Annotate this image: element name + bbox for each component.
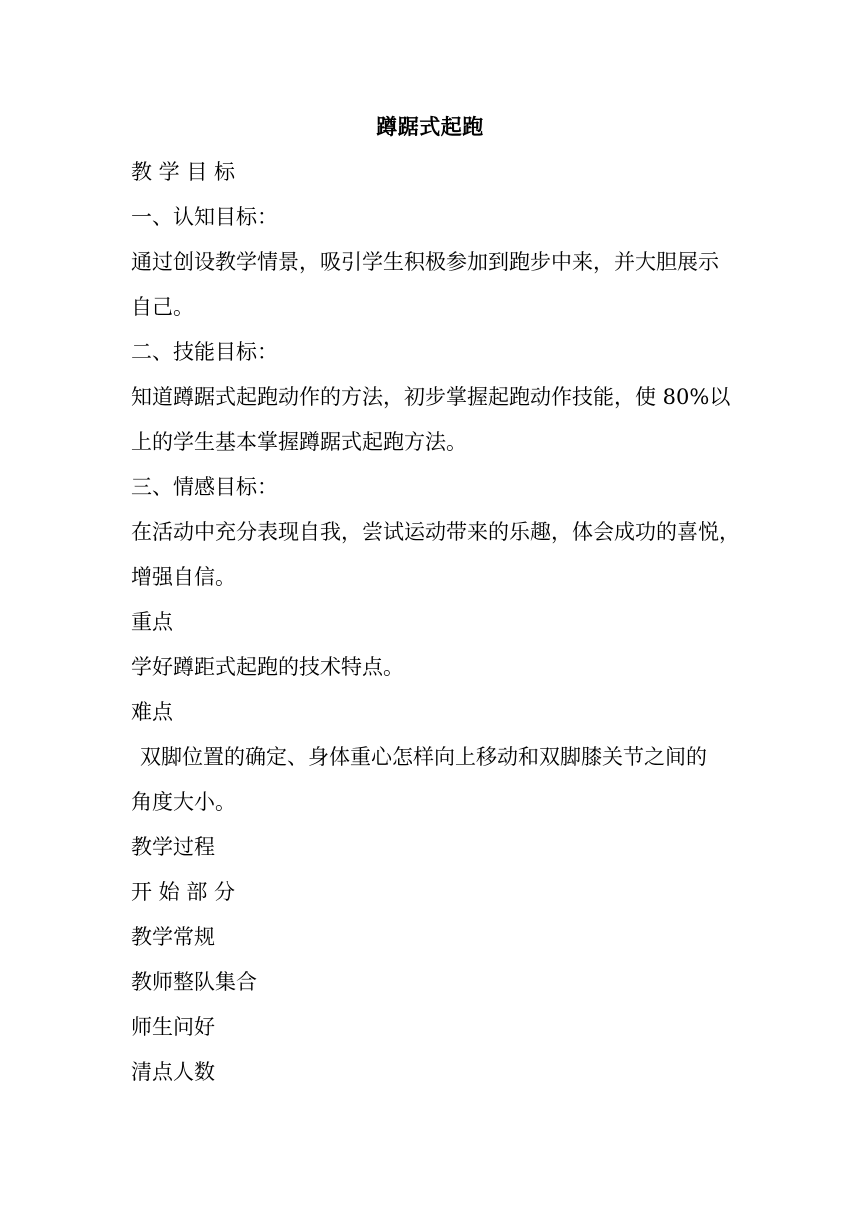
list-item: 师生问好 xyxy=(131,1015,215,1039)
paragraph-line: 在活动中充分表现自我，尝试运动带来的乐趣，体会成功的喜悦， xyxy=(131,520,740,544)
paragraph-line: 知道蹲踞式起跑动作的方法，初步掌握起跑动作技能，使 80%以 xyxy=(131,385,731,409)
paragraph-line: 角度大小。 xyxy=(131,790,236,814)
paragraph-line: 上的学生基本掌握蹲踞式起跑方法。 xyxy=(131,430,467,454)
paragraph-line: 增强自信。 xyxy=(131,565,236,589)
list-item: 教师整队集合 xyxy=(131,970,257,994)
heading-teaching-process: 教学过程 xyxy=(131,835,215,859)
heading-skill-goal: 二、技能目标： xyxy=(131,340,278,364)
paragraph-line: 学好蹲距式起跑的技术特点。 xyxy=(131,655,404,679)
list-item: 教学常规 xyxy=(131,925,215,949)
heading-emotional-goal: 三、情感目标： xyxy=(131,475,278,499)
paragraph-line: 通过创设教学情景，吸引学生积极参加到跑步中来，并大胆展示 xyxy=(131,250,719,274)
section-heading-teaching-goals: 教 学 目 标 xyxy=(131,160,236,184)
document-title: 蹲踞式起跑 xyxy=(376,115,484,139)
heading-key-point: 重点 xyxy=(131,610,173,634)
heading-difficulty: 难点 xyxy=(131,700,173,724)
list-item: 清点人数 xyxy=(131,1060,215,1084)
heading-cognitive-goal: 一、认知目标： xyxy=(131,205,278,229)
heading-opening-part: 开 始 部 分 xyxy=(131,880,236,904)
paragraph-line: 自己。 xyxy=(131,295,194,319)
paragraph-line: 双脚位置的确定、身体重心怎样向上移动和双脚膝关节之间的 xyxy=(140,745,707,769)
